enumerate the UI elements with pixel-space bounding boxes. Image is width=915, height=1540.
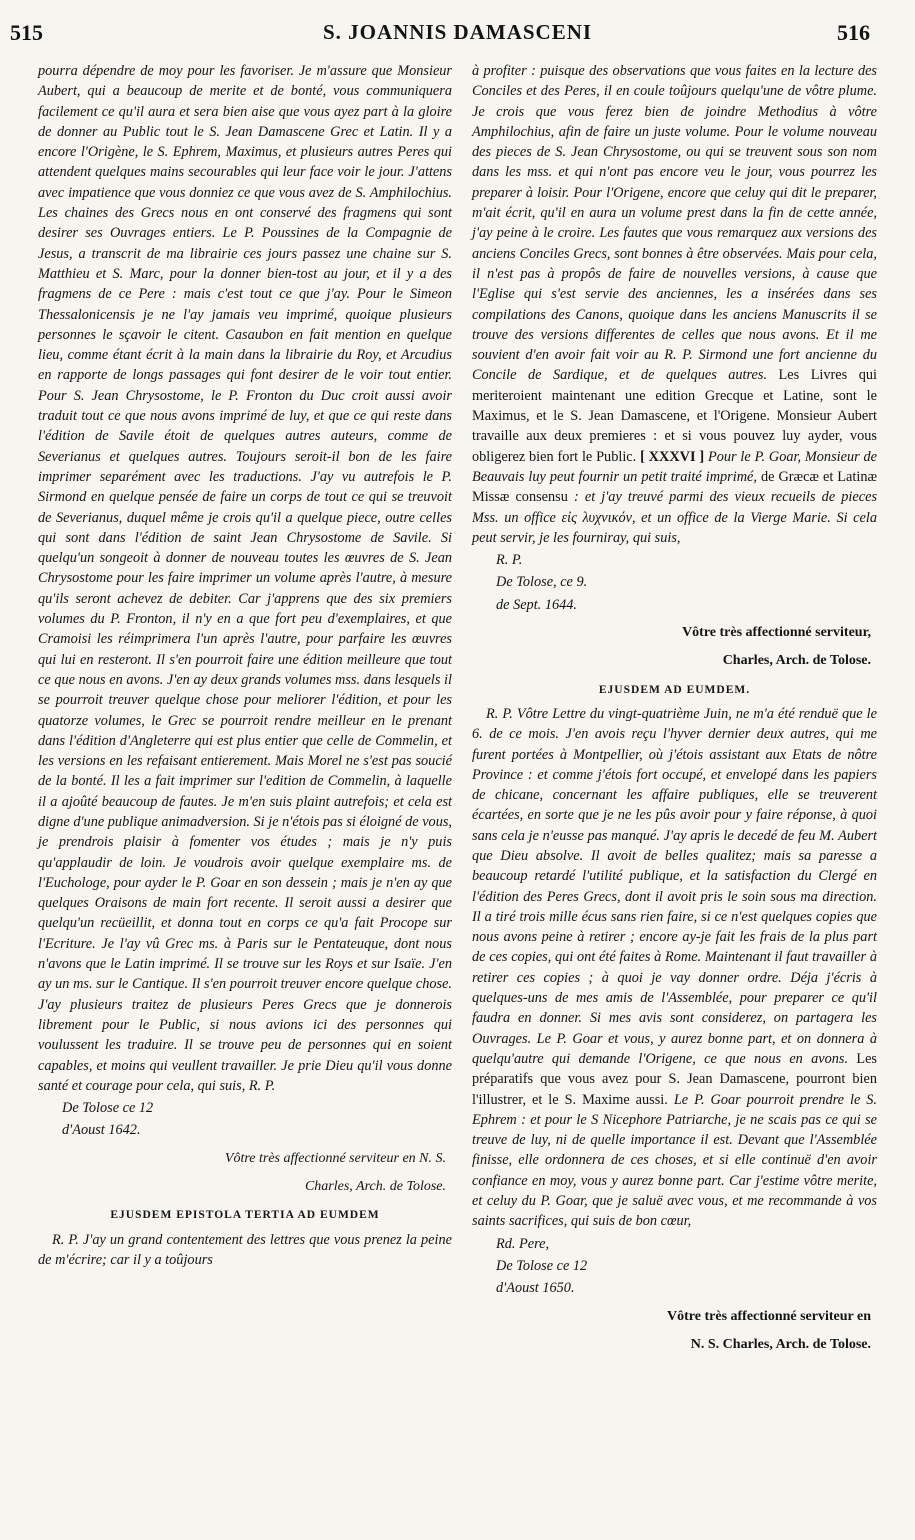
left-column (38, 61, 452, 1270)
letter-body-paragraph (472, 704, 877, 1232)
closing-date: de Sept. 1644. (496, 596, 577, 613)
left-page-number: 515 (10, 20, 43, 45)
right-column (472, 61, 877, 1355)
signature-name: N. S. Charles, Arch. de Tolose. (690, 1336, 871, 1352)
letter-body-paragraph: pourra dépendre de moy pour les favoriser. Je m'assure que Monsieur Aubert, qui a beaucoup de merite et de bonté, vous communiquera facilement ce qu'il aura et sera bien aise que vous ayez part à la gloire de donner au Public tout le S. Jean Damascene Grec et Latin. Il y a encore l'Origène, le S. Ephrem, Maximus, et plusieurs autres Peres qui attendent quelques mains secourables qui leur face voir le jour. J'attens avec impatience que vous donniez ce que vous avez de S. Amphilochius. Les chaines des Grecs nous en ont conservé des fragmens qui sont desirer ses Ouvrages entiers. Le P. Poussines de la Compagnie de Jesus, a transcrit de ma librairie ces jours passez une chaine sur S. Matthieu et S. Marc, pour la donner bien-tost au jour, et il y a des fragmens de ce Pere : mais c'est tout ce que j'ay. Pour le Simeon Thessalonicensis je ne l'ay jamais veu imprimé, quoique plusieurs personnes le sçavoir le citent. Casaubon en fait mention en quelque lieu, comme étant écrit à la main dans la librairie du Roy, et Arcudius en rapporte de longs passages qui font desirer de le voir tout entier. Pour S. Jean Chrysostome, le P. Fronton du Duc croit aussi avoir traduit tout ce que nous avons imprimé de luy, et que ce qui reste dans l'édition de Savile étoit de quelques autres auteurs, comme de Severianus et quelques autres. Toujours seroit-il bon de les faire imprimer separément avec les traductions. J'ay vu autrefois le P. Sirmond en quelque pensée de faire un corps de tout ce qui se treuvoit de Severianus, duquel même je crois qu'il a quelque piece, outre celles qui sont dans l'édition de saint Jean Chrysostome de Savile. Si quelqu'un songeoit à donner de nouveau toutes les œuvres de S. Jean Chrysostome pour les faire imprimer un volume après l'autre, à mesure qu'ils seront achevez de debiter. Car j'apprens que des six premiers volumes du P. Fronton, il n'y en a que fort peu d'exemplaires, et que Cramoisi les réimprimera l'un après l'autre, pour parfaire les œuvres qui lui en resteront. Il s'en pourroit faire une édition meilleure que tout ce que nous en avons. J'en ay deux grands volumes mss. dans lesquels il se pourroit treuver quelque chose pour meliorer l'édition, et pour les quatorze volumes, le Grec se pourroit rendre meilleur en le prenant dans l'édition d'Angleterre qui est plus entier que celle de Commelin, et les versions en les refaisant entierement. Mais Morel ne s'est pas soucié de la bonté. Il les a fait imprimer sur l'edition de Commelin, à laquelle il a ajoûté beaucoup de fautes. Je m'en suis plaint autrefois; et cela est digne d'une publique animadversion. Si je n'étois pas si éloigné de vous, je prendrois plaisir à fomenter vos études ; mais je n'y puis qu'applaudir de loin. Je voudrois avoir quelque exemplaire ms. de l'Euchologe, pour ayder le P. Goar en son dessein ; mais je n'en ay que quelques Oraisons de main fort recente. Il seroit aussi a desirer que quelqu'un recüeillit, et donna tout en corps ce qu'a fait Procope sur l'Ecriture. Je l'ay vû Grec ms. à Paris sur le Pentateuque, dont nous n'avons que le Latin imprimé. Il se trouve sur les Roys et sur Isaïe. J'en ay un ms. sur le Cantique. Il s'en pourroit treuver encore quelque chose. J'ay plusieurs traitez de plusieurs Peres Grecs que je donnerois librement pour le Public, si nous avions ici des personnes qui voulussent les traduire. Il se trouve peu de personnes qui en soient capables, et moins qui veullent travailler. Je prie Dieu qu'il vous donne santé et courage pour cela, qui suis, R. P. (38, 63, 452, 1094)
letter-body-paragraph: R. P. J'ay un grand contentement des lettres que vous prenez la peine de m'écrire; car il y a toûjours (38, 1231, 452, 1268)
section-reference: [ XXXVI ] (640, 448, 705, 465)
closing-date: d'Aoust 1642. (62, 1122, 141, 1139)
signature-name: Charles, Arch. de Tolose. (304, 1179, 446, 1195)
page-header (0, 0, 915, 50)
signature-name: Charles, Arch. de Tolose. (722, 653, 871, 669)
body-text-italic: Le P. Goar pourroit prendre le S. Ephrem : et pour le S Nicephore Patriarche, je ne scais pas ce qui se treuve de luy, ni de quelle importance il est. Devant que l'Assemblée finisse, elle ordonnera de ces choses, et si elle continuë d'en avoir confiance en moy, vous y aurez bonne part. Car j'estime vôtre merite, et celuy du P. Goar, que je saluë avec vous, et me recommande à vos saints sacrifices, qui suis de bon cœur, (472, 1091, 877, 1230)
salutation: R. P. (496, 552, 523, 569)
closing-place: De Tolose ce 12 (496, 1257, 588, 1274)
signature-line: Vôtre très affectionné serviteur en N. S. (224, 1150, 446, 1166)
closing-place: De Tolose, ce 9. (496, 574, 588, 591)
signature-line: Vôtre très affectionné serviteur, (682, 625, 871, 641)
body-text-italic: Pour le P. Goar, Monsieur de Beauvais luy peut fournir un petit traité imprimé, (472, 448, 878, 485)
body-text-roman: Les Livres qui meriteroient maintenant une edition Grecque et Latine, sont le Maximus, et le S. Jean Damascene, et l'Origene. Monsieur Aubert travaille aux deux premieres : et si vous pouvez luy ayder, vous obligerez bien fort le Public. (472, 367, 877, 465)
letter-body-paragraph (472, 61, 877, 548)
body-text-italic: : et j'ay treuvé parmi des vieux recueils de pieces Mss. un office εἰς λυχνικόν, et un office de la Vierge Marie. Si cela peut servir, je les fourniray, qui suis, (472, 489, 878, 546)
closing-date: d'Aoust 1650. (496, 1280, 575, 1297)
salutation: Rd. Pere, (496, 1235, 550, 1252)
letter-heading: EJUSDEM AD EUMDEM. (598, 683, 751, 696)
body-text-italic: R. P. Vôtre Lettre du vingt-quatrième Juin, ne m'a été renduë que le 6. de ce mois. J'en avois reçu l'hyver dernier deux autres, qui me furent portées à Montpellier, où j'étois assistant aux Etats de nôtre Province : et comme j'étois fort occupé, et envelopé dans les papiers de chicane, concernant les affaire publiques, elle se treuverent écartées, en sorte que je ne les pûs avoir pour y faire réponse, à quoi sans cela je n'eusse pas manqué. J'ay apris le decedé de feu M. Aubert que Dieu absolve. Il avoit de belles qualitez; mais sa paresse a beaucoup retardé l'utilité publique, et la satisfaction du Clergé en l'édition des Peres Grecs, dont il avoit pris le soin sous ma direction. Il a tiré trois mille écus sans rien faire, si ce n'est quelques copies que nous avons peine à retirer ; encore ay-je fait les frais de la plus part de ces copies, qui ont été faites à Rome. Maintenant il faut travailler à retirer ces copies ; à quoi je vay donner ordre. Déja j'écris à quelques-uns de mes amis de l'Assemblée, pour preparer ce qu'il faudra en donner. Si mes avis sont considerez, on partagera les Ouvrages. Le P. Goar et vous, y aurez bonne part, et on donnera à quelqu'autre qui demande l'Origene, ce que nous en avons. (472, 705, 877, 1067)
closing-place: De Tolose ce 12 (62, 1100, 154, 1117)
body-text-roman: Les préparatifs que vous avez pour S. Jean Damascene, pourront bien l'illustrer, et le S. Maxime aussi. (472, 1050, 877, 1108)
signature-line: Vôtre très affectionné serviteur en (667, 1308, 871, 1324)
body-text-roman: de Græcæ et Latinæ Missæ consensu (472, 468, 878, 506)
body-text-italic: à profiter : puisque des observations que vous faites en la lecture des Conciles et des Peres, il en coule toûjours quelqu'une de vôtre plume. Je crois que vous ferez bien de joindre Methodius à vôtre Amphilochius, afin de faire un juste volume. Pour le volume nouveau des pieces de S. Jean Chrysostome, ou qui se treuvent sous son nom dans les mss. et qui n'ont pas encore veu le jour, vous pourrez les preparer à loisir. Pour l'Origene, encore que celuy qui dit le preparer, m'ait écrit, qu'il en aura un volume prest dans la fin de cette année, j'ay peine à le croire. Les fautes que vous remarquez aux versions des anciens Conciles Grecs, sont bonnes à être observées. Mais pour cela, il n'est pas à propôs de faire de nouvelles versions, à cause que l'Eglise qui s'est servie des anciennes, les a insérées dans ses compilations des Canons, quoique dans les anciens Manuscrits il se trouve des versions differentes de celles que nous avons. Et il me souvient d'en avoir fait voir au R. P. Sirmond une fort ancienne du Concile de Sardique, et de quelques autres. (472, 63, 877, 384)
running-title: S. JOANNIS DAMASCENI (322, 20, 593, 44)
right-page-number: 516 (837, 20, 870, 45)
letter-heading: EJUSDEM EPISTOLA TERTIA AD EUMDEM (110, 1209, 380, 1222)
